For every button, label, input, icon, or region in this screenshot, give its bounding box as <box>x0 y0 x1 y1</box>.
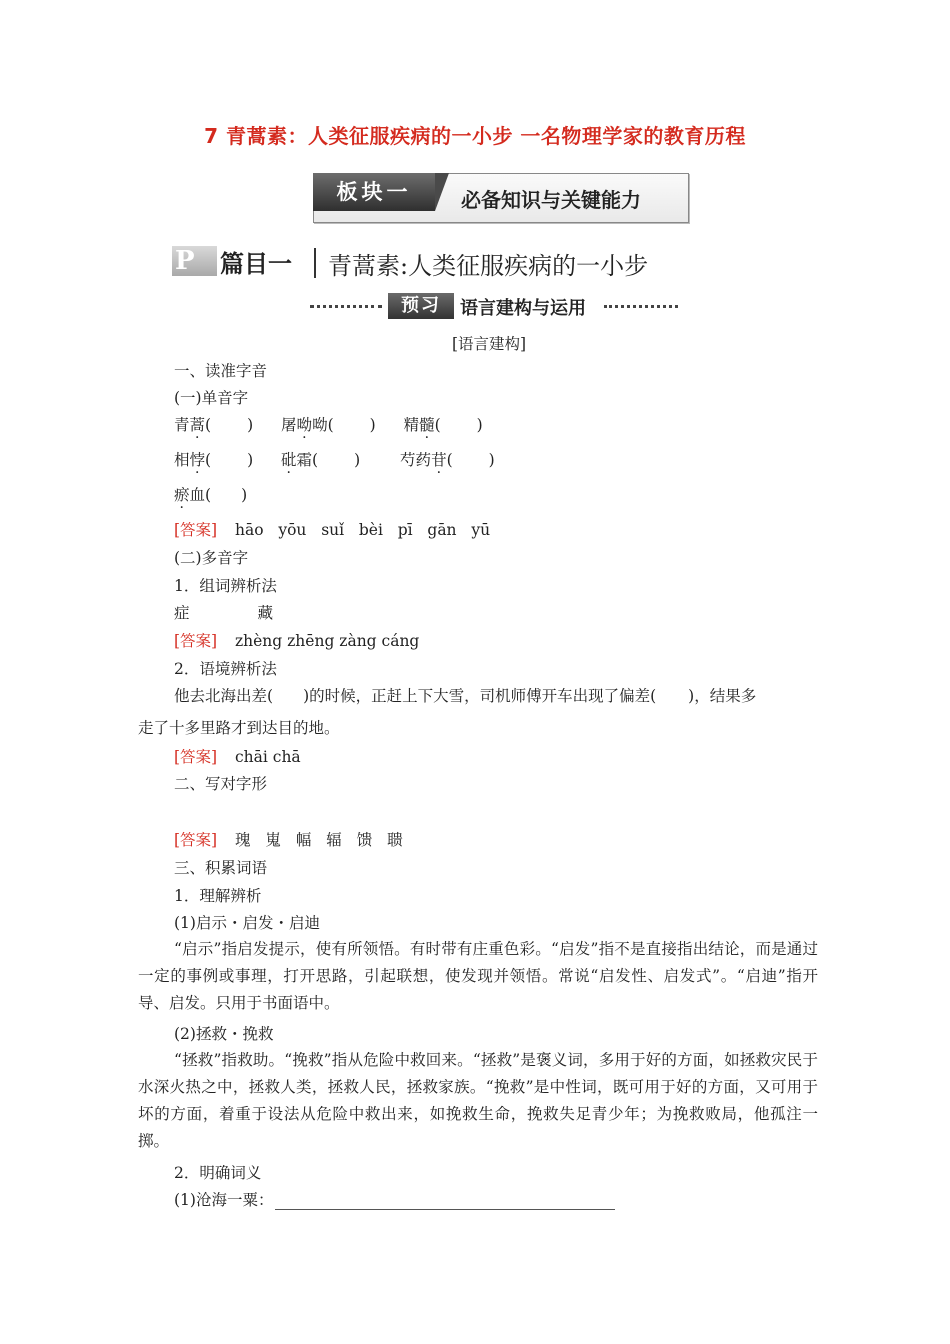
single-row-3: 瘀血( ) <box>174 486 248 504</box>
dotted-line-right <box>604 305 678 308</box>
answer-single: [答案] hāo yōu suǐ bèi pī gān yū <box>174 521 491 539</box>
method-1: 1．组词辨析法 <box>174 577 277 595</box>
context-sentence: 他去北海出差( )的时候，正赶上下大雪，司机师傅开车出现了偏差( )，结果多 <box>174 687 757 705</box>
vocab-text-2: “拯救”指救助。“挽救”指从危险中救回来。“拯救”是褒义词，多用于好的方面，如拯救灾民于水深火热之中，拯救人类，拯救人民，拯救家族。“挽救”是中性词，既可用于好的方面，又可用于坏的方面，着重于设法从危险中救出来，如挽救生命，挽救失足青少年；为挽救败局，他孤注一掷。 <box>138 1051 818 1150</box>
section-divider <box>314 248 316 278</box>
page-title: 7 青蒿素：人类征服疾病的一小步 一名物理学家的教育历程 <box>204 124 746 148</box>
answer-label: [答案] <box>174 521 218 539</box>
answer-characters: [答案] 瑰 嵬 幅 辐 馈 聩 <box>174 831 403 849</box>
single-row-1: 青蒿( ) 屠呦呦( ) 精髓( ) <box>174 416 483 434</box>
banner-block-label: 板块一 <box>313 173 435 211</box>
vocab-sub-2: 2．明确词义 <box>174 1164 262 1182</box>
answer-blank-line[interactable] <box>275 1193 615 1210</box>
word-shaoyaogan: 芍药苷( <box>400 451 453 469</box>
context-sentence-cont: 走了十多里路才到达目的地。 <box>138 719 340 737</box>
vocab-text-1: “启示”指启发提示，使有所领悟。有时带有庄重色彩。“启发”指不是直接指出结论，而是通过一定的事例或事理，打开思路，引起联想，使发现并领悟。常说“启发性、启发式”。“启迪”指开导、启发。只用于书面语中。 <box>138 940 818 1012</box>
section-label: 篇目一 <box>220 250 292 278</box>
heading-vocabulary: 三、积累词语 <box>174 859 268 877</box>
word-jingsui: 精髓( <box>403 416 441 434</box>
word-pishuang: 砒霜( <box>281 451 319 469</box>
preview-strip <box>310 293 680 319</box>
heading-pronunciation: 一、读准字音 <box>174 362 268 380</box>
answer-multi-2: [答案] chāi chā <box>174 748 301 766</box>
vocab-sub-1: 1．理解辨析 <box>174 887 262 905</box>
banner-subtitle: 必备知识与关键能力 <box>461 188 641 212</box>
vocab-item-3: (1)沧海一粟： <box>174 1190 615 1210</box>
multi-words: 症 藏 <box>174 604 274 622</box>
subhead: [语言建构] <box>452 335 527 353</box>
word-qinghao: 青蒿( <box>174 416 212 434</box>
single-row-2: 相悖( ) 砒霜( ) 芍药苷( ) <box>174 451 495 469</box>
vocab-item-1: (1)启示・启发・启迪 <box>174 914 320 932</box>
word-tuyouyou: 屠呦呦( <box>281 416 334 434</box>
heading-characters: 二、写对字形 <box>174 775 268 793</box>
word-xiangbei: 相悖( <box>174 451 212 469</box>
word-yuxue: 瘀血( <box>174 486 212 504</box>
preview-tag: 预习 <box>388 293 454 319</box>
preview-text: 语言建构与运用 <box>460 298 586 319</box>
vocab-item-2: (2)拯救・挽救 <box>174 1025 274 1043</box>
pianmu-logo-icon: P IANMU <box>172 246 217 276</box>
section-name: 青蒿素:人类征服疾病的一小步 <box>328 252 649 280</box>
subheading-single: (一)单音字 <box>174 389 249 407</box>
subheading-multi: (二)多音字 <box>174 549 249 567</box>
method-2: 2．语境辨析法 <box>174 660 277 678</box>
dotted-line-left <box>310 305 382 308</box>
block-banner <box>313 173 689 223</box>
answer-multi-1: [答案] zhèng zhēng zàng cáng <box>174 632 420 650</box>
